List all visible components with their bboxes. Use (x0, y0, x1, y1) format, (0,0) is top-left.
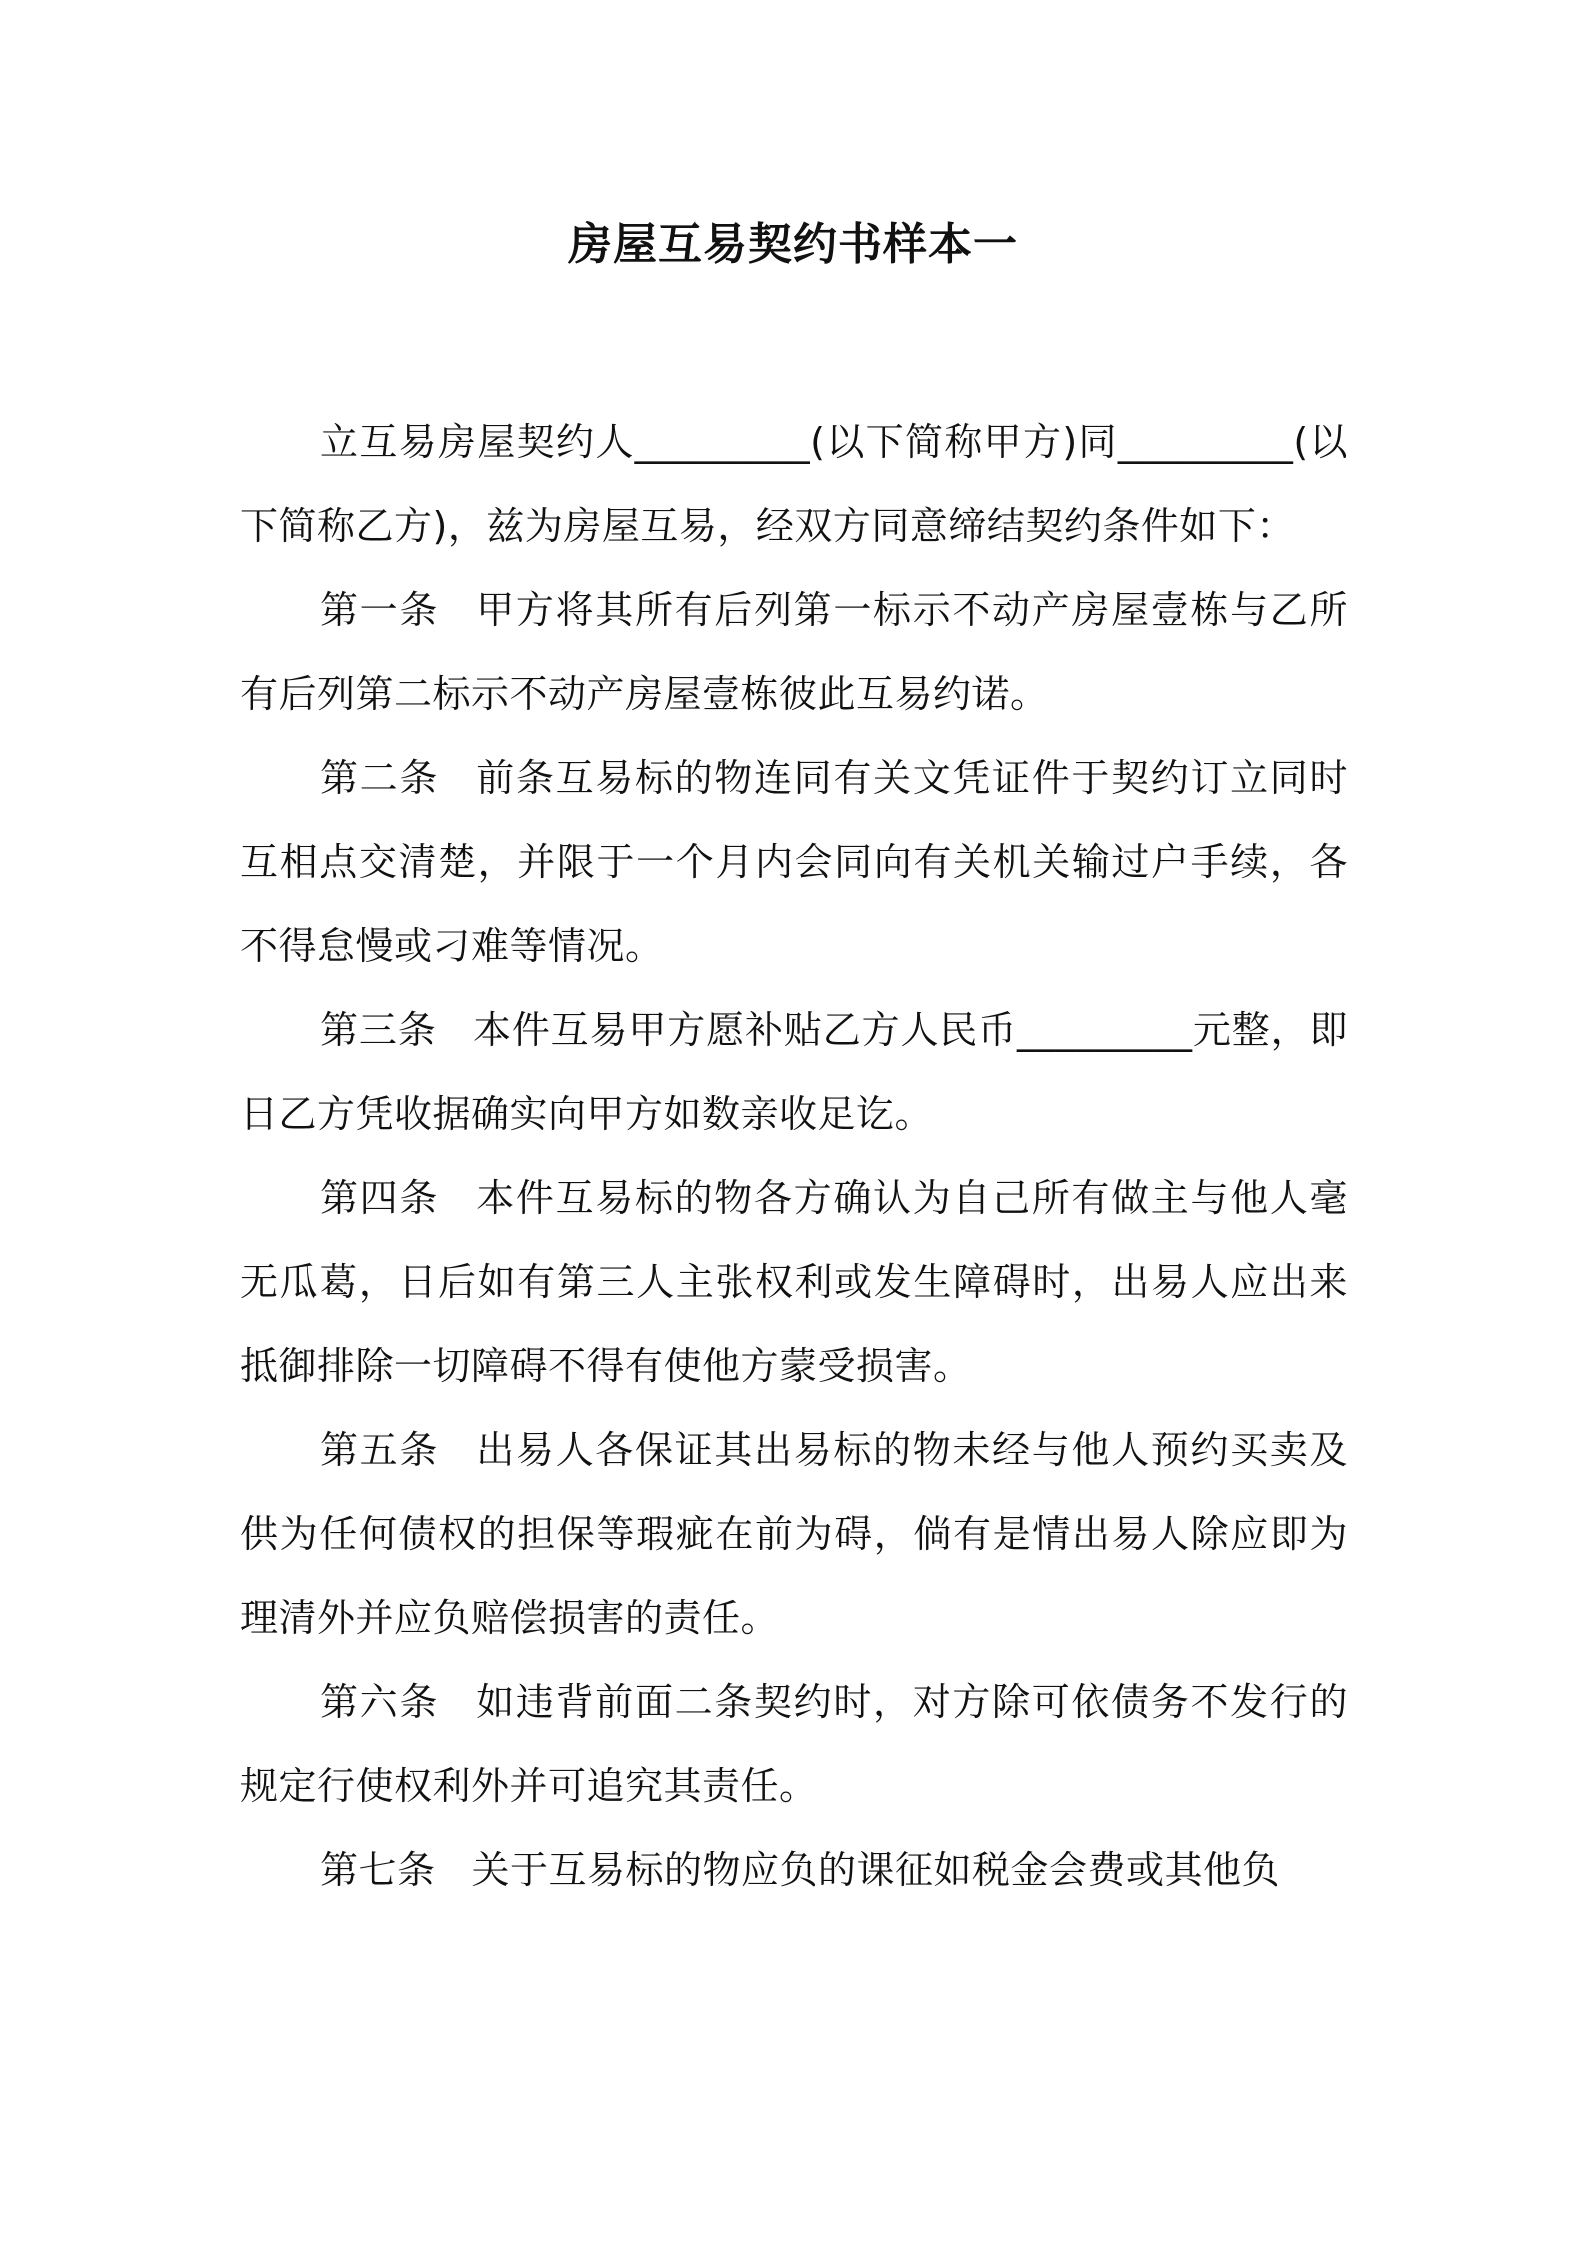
document-body (240, 400, 1348, 1912)
article-3 (240, 988, 1348, 1156)
article-number: 第一条 (320, 588, 440, 632)
article-text: 本件互易标的物各方确认为自己所有做主与他人毫无瓜葛，日后如有第三人主张权利或发生障碍时，出易人应出来抵御排除一切障碍不得有使他方蒙受损害。 (240, 1176, 1348, 1388)
article-text: 如违背前面二条契约时，对方除可依债务不发行的规定行使权利外并可追究其责任。 (240, 1680, 1348, 1808)
article-number: 第四条 (320, 1176, 440, 1220)
article-text: 前条互易标的物连同有关文凭证件于契约订立同时互相点交清楚，并限于一个月内会同向有关机关输过户手续，各不得怠慢或刁难等情况。 (240, 756, 1348, 968)
article-text: 甲方将其所有后列第一标示不动产房屋壹栋与乙所有后列第二标示不动产房屋壹栋彼此互易约诺。 (240, 588, 1348, 716)
article-number: 第二条 (320, 756, 440, 800)
article-1 (240, 568, 1348, 736)
document-title: 房屋互易契约书样本一 (568, 219, 1018, 270)
article-number: 第三条 (320, 1008, 437, 1052)
article-2 (240, 736, 1348, 988)
article-text: 本件互易甲方愿补贴乙方人民币_________元整，即日乙方凭收据确实向甲方如数亲收足讫。 (240, 1008, 1348, 1136)
article-text: 关于互易标的物应负的课征如税金会费或其他负 (471, 1848, 1281, 1892)
article-number: 第五条 (320, 1428, 440, 1472)
article-6 (240, 1660, 1348, 1828)
article-number: 第七条 (320, 1848, 436, 1892)
article-number: 第六条 (320, 1680, 440, 1724)
article-7 (240, 1828, 1348, 1912)
opening-paragraph: 立互易房屋契约人_________(以下简称甲方)同_________(以下简称乙方)，兹为房屋互易，经双方同意缔结契约条件如下： (240, 420, 1348, 548)
article-text: 出易人各保证其出易标的物未经与他人预约买卖及供为任何债权的担保等瑕疵在前为碍，倘有是情出易人除应即为理清外并应负赔偿损害的责任。 (240, 1428, 1348, 1640)
article-5 (240, 1408, 1348, 1660)
article-4 (240, 1156, 1348, 1408)
